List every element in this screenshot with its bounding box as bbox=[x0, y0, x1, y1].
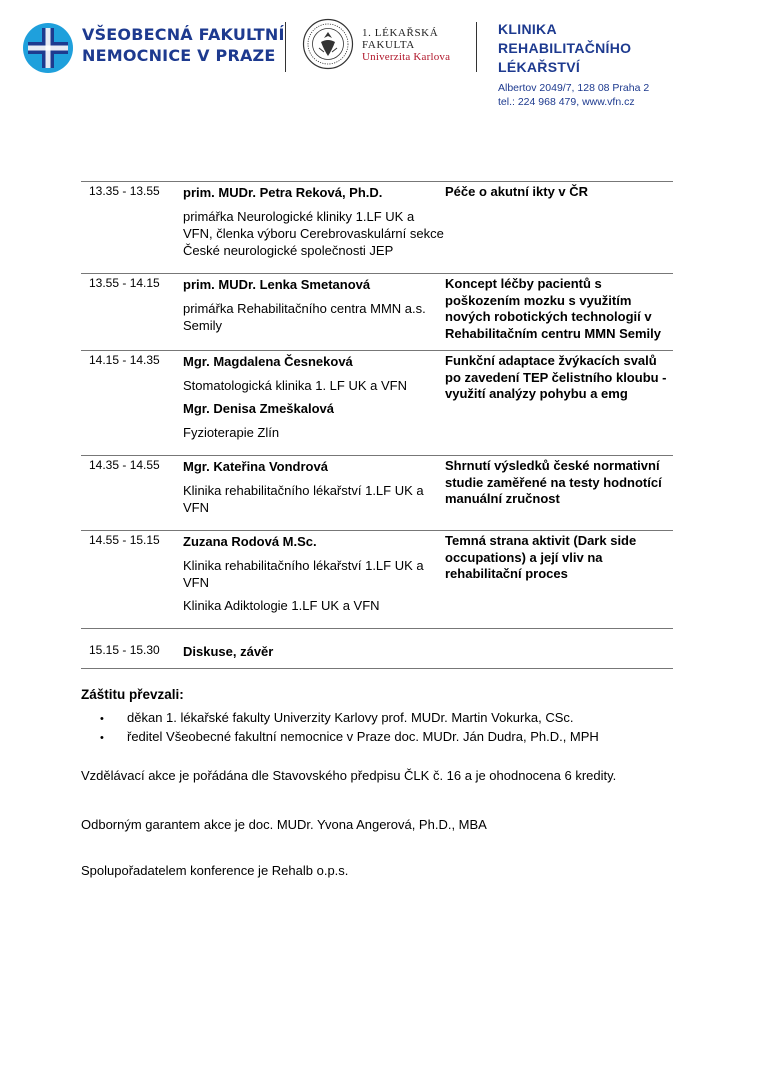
patron-text: děkan 1. lékařské fakulty Univerzity Karlovy prof. MUDr. Martin Vokurka, CSc. bbox=[127, 710, 574, 725]
patronage-list bbox=[100, 709, 599, 747]
clinic-name-line3: LÉKAŘSTVÍ bbox=[498, 59, 581, 75]
hospital-name bbox=[82, 24, 285, 66]
session-topic: Shrnutí výsledků české normativní studie zaměřené na testy hodnotící manuální zručnost bbox=[445, 456, 673, 531]
session-time: 15.15 - 15.30 bbox=[81, 629, 183, 669]
hospital-name-line1: VŠEOBECNÁ FAKULTNÍ bbox=[82, 25, 285, 44]
clinic-name-line2: REHABILITAČNÍHO bbox=[498, 40, 632, 56]
session-topic: Koncept léčby pacientů s poškozením mozku s využitím nových robotických technologií v Rehabilitačním centru MMN Semily bbox=[445, 274, 673, 351]
list-item bbox=[100, 728, 599, 747]
session-speakers bbox=[183, 274, 445, 351]
session-time: 14.55 - 15.15 bbox=[81, 531, 183, 629]
clinic-name bbox=[498, 20, 631, 77]
session-speakers bbox=[183, 351, 445, 456]
session-speakers bbox=[183, 629, 445, 669]
session-time: 14.35 - 14.55 bbox=[81, 456, 183, 531]
session-title: Diskuse, závěr bbox=[183, 644, 274, 659]
speaker-affiliation: Stomatologická klinika 1. LF UK a VFN bbox=[183, 378, 407, 393]
speaker-affiliation: primářka Neurologické kliniky 1.LF UK a VFN, členka výboru Cerebrovaskulární sekce České neurologické společnosti JEP bbox=[183, 209, 444, 258]
speaker-affiliation: Klinika rehabilitačního lékařství 1.LF UK a VFN bbox=[183, 483, 424, 515]
letterhead bbox=[0, 0, 760, 120]
list-item bbox=[100, 709, 599, 728]
session-topic: Funkční adaptace žvýkacích svalů po zavedení TEP čelistního kloubu - využití analýzy pohybu a emg bbox=[445, 351, 673, 456]
faculty-seal-icon bbox=[302, 18, 354, 70]
program-row bbox=[81, 531, 673, 629]
header-divider bbox=[476, 22, 477, 72]
speaker-name: prim. MUDr. Petra Reková, Ph.D. bbox=[183, 185, 383, 200]
clinic-address bbox=[498, 81, 649, 109]
speaker-affiliation: Klinika rehabilitačního lékařství 1.LF UK a VFN bbox=[183, 558, 424, 590]
speaker-affiliation: primářka Rehabilitačního centra MMN a.s. Semily bbox=[183, 301, 426, 333]
session-time: 13.35 - 13.55 bbox=[81, 182, 183, 274]
session-speakers bbox=[183, 531, 445, 629]
program-table bbox=[81, 181, 673, 669]
program-row bbox=[81, 182, 673, 274]
header-divider bbox=[285, 22, 286, 72]
faculty-name bbox=[362, 27, 450, 63]
speaker-name: Mgr. Kateřina Vondrová bbox=[183, 459, 328, 474]
program-row bbox=[81, 456, 673, 531]
speaker-name: Zuzana Rodová M.Sc. bbox=[183, 534, 317, 549]
university-name: Univerzita Karlova bbox=[362, 51, 451, 63]
session-topic: Péče o akutní ikty v ČR bbox=[445, 182, 673, 274]
program-row bbox=[81, 351, 673, 456]
session-topic: Temná strana aktivit (Dark side occupations) a její vliv na rehabilitační proces bbox=[445, 531, 673, 629]
faculty-name-line2: FAKULTA bbox=[362, 39, 415, 51]
hospital-name-line2: NEMOCNICE V PRAZE bbox=[82, 46, 276, 65]
session-time: 13.55 - 14.15 bbox=[81, 274, 183, 351]
patron-text: ředitel Všeobecné fakultní nemocnice v Praze doc. MUDr. Ján Dudra, Ph.D., MPH bbox=[127, 729, 599, 744]
coorganizer-note: Spolupořadatelem konference je Rehalb o.p.s. bbox=[81, 863, 349, 878]
guarantor-note: Odborným garantem akce je doc. MUDr. Yvona Angerová, Ph.D., MBA bbox=[81, 817, 487, 832]
program-row bbox=[81, 274, 673, 351]
faculty-name-line1: 1. LÉKAŘSKÁ bbox=[362, 27, 439, 39]
session-time: 14.15 - 14.35 bbox=[81, 351, 183, 456]
vfn-cross-logo-icon bbox=[22, 22, 74, 74]
session-speakers bbox=[183, 182, 445, 274]
speaker-affiliation: Klinika Adiktologie 1.LF UK a VFN bbox=[183, 598, 380, 613]
clinic-name-line1: KLINIKA bbox=[498, 21, 557, 37]
bullet-icon: • bbox=[100, 732, 104, 744]
accreditation-note: Vzdělávací akce je pořádána dle Stavovského předpisu ČLK č. 16 a je ohodnocena 6 kredity. bbox=[81, 768, 617, 783]
speaker-name: Mgr. Denisa Zmeškalová bbox=[183, 401, 335, 416]
speaker-name: prim. MUDr. Lenka Smetanová bbox=[183, 277, 371, 292]
clinic-contact-line: tel.: 224 968 479, www.vfn.cz bbox=[498, 96, 635, 108]
clinic-address-line: Albertov 2049/7, 128 08 Praha 2 bbox=[498, 82, 650, 94]
program-row bbox=[81, 629, 673, 669]
session-speakers bbox=[183, 456, 445, 531]
session-topic bbox=[445, 629, 673, 669]
speaker-affiliation: Fyzioterapie Zlín bbox=[183, 425, 280, 440]
speaker-name: Mgr. Magdalena Česneková bbox=[183, 354, 353, 369]
patronage-title: Záštitu převzali: bbox=[81, 687, 184, 702]
bullet-icon: • bbox=[100, 713, 104, 725]
